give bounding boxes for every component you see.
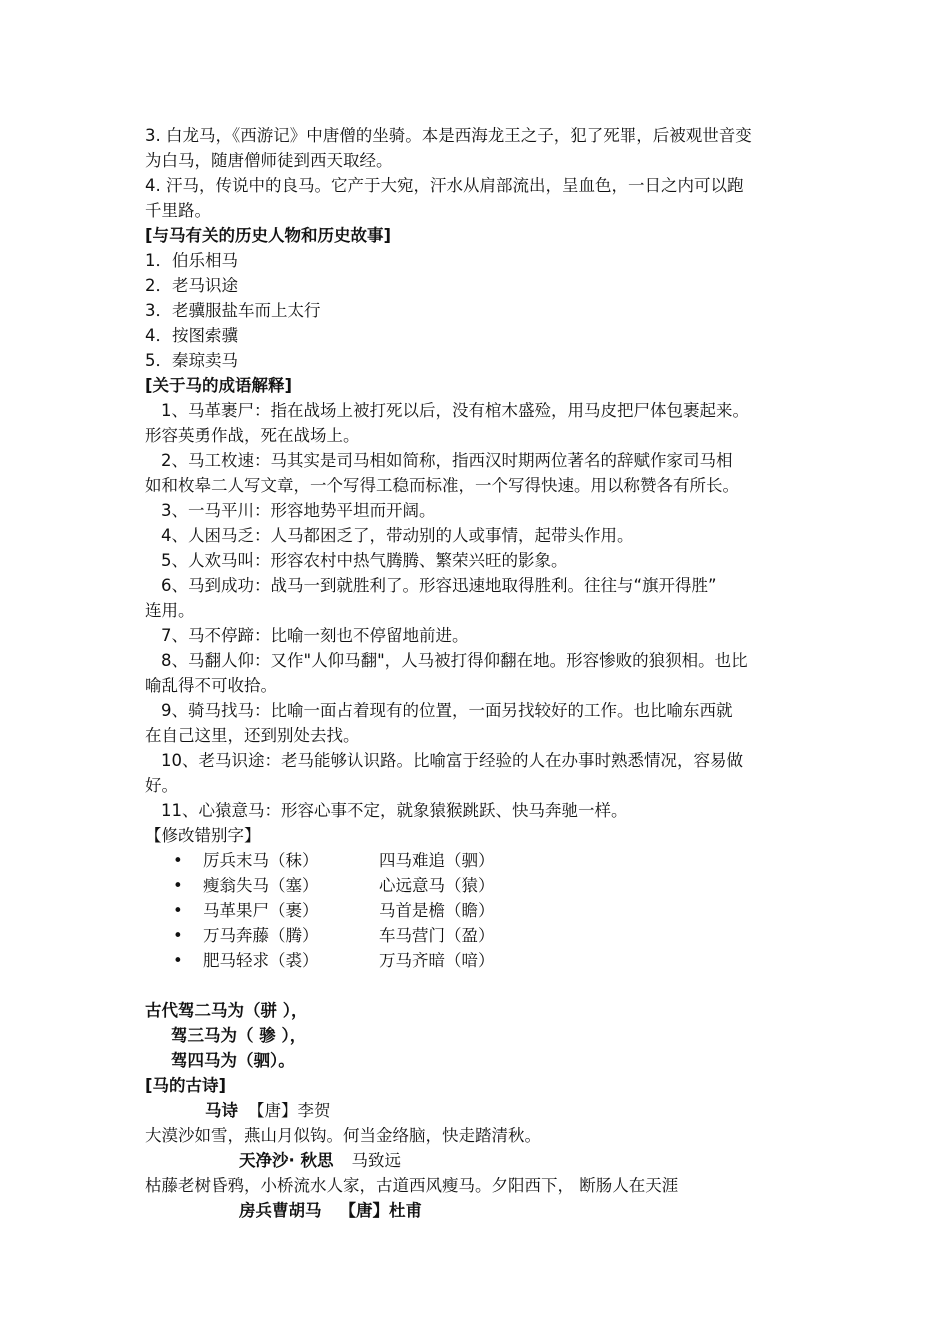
paragraph-line: 4. 汗马，传说中的良马。它产于大宛，汗水从肩部流出，呈血色，一日之内可以跑: [145, 176, 744, 195]
horse-team-line: 古代驾二马为（骈 ），: [145, 1001, 308, 1020]
horse-team-line: 驾三马为（ 骖 ），: [171, 1026, 307, 1045]
idiom-line: 如和枚皋二人写文章，一个写得工稳而标准，一个写得快速。用以称赞各有所长。: [145, 476, 739, 495]
poem-author: 【唐】杜甫: [339, 1201, 422, 1220]
typo-row: [145, 923, 815, 948]
poem-title: 房兵曹胡马: [239, 1201, 322, 1220]
bullet-icon: •: [173, 926, 183, 945]
poem-title-line: [145, 1098, 815, 1123]
bullet-icon: •: [173, 901, 183, 920]
typo-left: 瘦翁失马（塞）: [203, 876, 319, 895]
typo-row: [145, 948, 815, 973]
document-content: [145, 123, 815, 1223]
typo-row: [145, 848, 815, 873]
paragraph-line: 为白马，随唐僧师徒到西天取经。: [145, 151, 393, 170]
typo-right: 车马营门（盈）: [379, 926, 495, 945]
list-item: 1．伯乐相马: [145, 251, 238, 270]
poem-text: 枯藤老树昏鸦，小桥流水人家，古道西风瘦马。夕阳西下， 断肠人在天涯: [145, 1176, 679, 1195]
poem-title-line: [145, 1198, 815, 1223]
poem-title: 天净沙· 秋思: [239, 1151, 334, 1170]
typo-row: [145, 898, 815, 923]
idiom-line: 喻乱得不可收拾。: [145, 676, 277, 695]
idiom-line: 7、马不停蹄：比喻一刻也不停留地前进。: [161, 626, 469, 645]
idiom-line: 9、骑马找马：比喻一面占着现有的位置，一面另找较好的工作。也比喻东西就: [161, 701, 733, 720]
blank-line: [145, 973, 815, 998]
typo-row: [145, 873, 815, 898]
typo-left: 肥马轻求（裘）: [203, 951, 319, 970]
bullet-icon: •: [173, 951, 183, 970]
section-heading-typos: 【修改错别字】: [145, 826, 261, 845]
typo-right: 心远意马（猿）: [379, 876, 495, 895]
poem-text: 大漠沙如雪，燕山月似钩。何当金络脑，快走踏清秋。: [145, 1126, 541, 1145]
poem-author: 【唐】李贺: [248, 1101, 331, 1120]
typo-right: 四马难追（驷）: [379, 851, 495, 870]
list-item: 2．老马识途: [145, 276, 238, 295]
poem-author: 马致远: [351, 1151, 402, 1170]
bullet-icon: •: [173, 851, 183, 870]
typo-left: 万马奔藤（腾）: [203, 926, 319, 945]
idiom-line: 好。: [145, 776, 178, 795]
poem-title: 马诗: [205, 1101, 238, 1120]
idiom-line: 1、马革裹尸：指在战场上被打死以后，没有棺木盛殓，用马皮把尸体包裹起来。: [161, 401, 749, 420]
list-item: 3．老骥服盐车而上太行: [145, 301, 321, 320]
bullet-icon: •: [173, 876, 183, 895]
idiom-line: 连用。: [145, 601, 195, 620]
idiom-line: 11、心猿意马：形容心事不定，就象猿猴跳跃、快马奔驰一样。: [161, 801, 628, 820]
idiom-line: 在自己这里，还到别处去找。: [145, 726, 360, 745]
typo-right: 马首是檐（瞻）: [379, 901, 495, 920]
idiom-line: 形容英勇作战，死在战场上。: [145, 426, 360, 445]
idiom-line: 5、人欢马叫：形容农村中热气腾腾、繁荣兴旺的影象。: [161, 551, 568, 570]
idiom-line: 2、马工枚速：马其实是司马相如简称，指西汉时期两位著名的辞赋作家司马相: [161, 451, 733, 470]
section-heading-history: [与马有关的历史人物和历史故事]: [145, 226, 392, 245]
idiom-line: 3、一马平川：形容地势平坦而开阔。: [161, 501, 436, 520]
section-heading-poems: [马的古诗]: [145, 1076, 227, 1095]
idiom-line: 8、马翻人仰：又作"人仰马翻"，人马被打得仰翻在地。形容惨败的狼狈相。也比: [161, 651, 748, 670]
idiom-line: 10、老马识途：老马能够认识路。比喻富于经验的人在办事时熟悉情况，容易做: [161, 751, 743, 770]
list-item: 5．秦琼卖马: [145, 351, 238, 370]
section-heading-idioms: [关于马的成语解释]: [145, 376, 293, 395]
paragraph-line: 3. 白龙马，《西游记》中唐僧的坐骑。本是西海龙王之子，犯了死罪，后被观世音变: [145, 126, 752, 145]
horse-team-line: 驾四马为（驷）。: [171, 1051, 295, 1070]
paragraph-line: 千里路。: [145, 201, 211, 220]
idiom-line: 6、马到成功：战马一到就胜利了。形容迅速地取得胜利。往往与“旗开得胜”: [161, 576, 717, 595]
typo-left: 厉兵末马（秣）: [203, 851, 319, 870]
typo-right: 万马齐暗（喑）: [379, 951, 495, 970]
typo-left: 马革果尸（裹）: [203, 901, 319, 920]
list-item: 4．按图索骥: [145, 326, 238, 345]
poem-title-line: [145, 1148, 815, 1173]
idiom-line: 4、人困马乏：人马都困乏了，带动别的人或事情，起带头作用。: [161, 526, 634, 545]
